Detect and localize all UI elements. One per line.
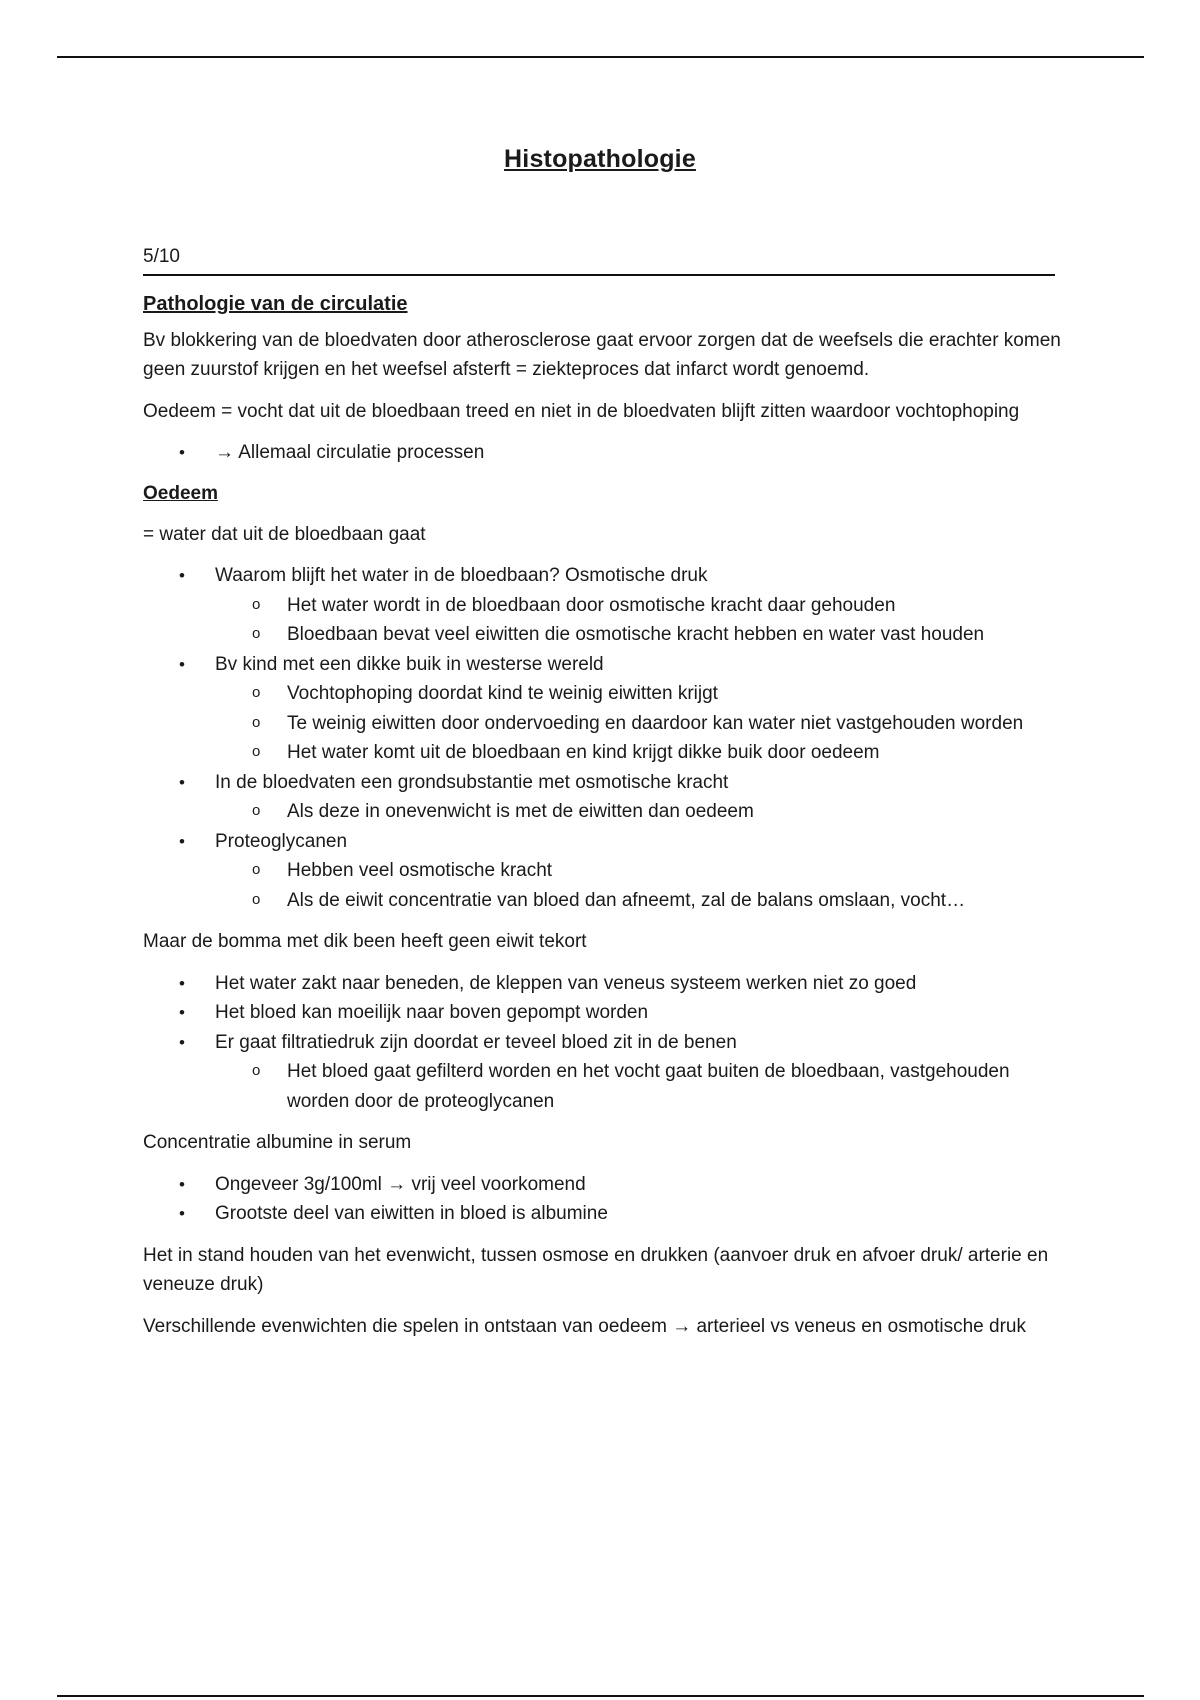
closing-paragraph: Verschillende evenwichten die spelen in ontstaan van oedeem → arterieel vs veneus en osmotische druk bbox=[143, 1315, 1026, 1337]
sub-list-item: o Vochtophoping doordat kind te weinig eiwitten krijgt bbox=[142, 679, 1063, 709]
sub-list-item: o Bloedbaan bevat veel eiwitten die osmotische kracht hebben en water vast houden bbox=[142, 620, 1063, 650]
document-body bbox=[143, 242, 1063, 1353]
sub-list-item: o Te weinig eiwitten door ondervoeding en daardoor kan water niet vastgehouden worden bbox=[142, 709, 1063, 739]
list-item-text: Waarom blijft het water in de bloedbaan? Osmotische druk bbox=[215, 565, 708, 586]
list-item: • Ongeveer 3g/100ml → vrij veel voorkomend bbox=[143, 1170, 1063, 1200]
list-item-text: Proteoglycanen bbox=[215, 830, 348, 852]
list-item-text: Bv kind met een dikke buik in westerse wereld bbox=[215, 653, 604, 675]
oedeem-list bbox=[143, 561, 1063, 915]
paragraph-bomma: Maar de bomma met dik been heeft geen eiwit tekort bbox=[143, 931, 587, 952]
closing-paragraph: Het in stand houden van het evenwicht, tussen osmose en drukken (aanvoer druk en afvoer druk/ arterie en veneuze druk) bbox=[143, 1244, 1049, 1295]
sub-list-item: o Het bloed gaat gefilterd worden en het vocht gaat buiten de bloedbaan, vastgehouden worden door de proteoglycanen bbox=[142, 1057, 1063, 1116]
list-item: • → Allemaal circulatie processen bbox=[143, 438, 1063, 468]
list-item bbox=[143, 650, 1063, 768]
list-item: • Het water zakt naar beneden, de kleppen van veneus systeem werken niet zo goed bbox=[143, 969, 1063, 999]
bomma-list bbox=[143, 969, 1063, 1117]
list-item: • Het bloed kan moeilijk naar boven gepompt worden bbox=[143, 998, 1063, 1028]
list-item bbox=[143, 561, 1063, 650]
sub-list-item: o Als de eiwit concentratie van bloed dan afneemt, zal de balans omslaan, vocht… bbox=[142, 886, 1063, 916]
list-item bbox=[143, 1028, 1063, 1117]
sub-list bbox=[215, 591, 1063, 650]
sub-list-item: o Het water komt uit de bloedbaan en kind krijgt dikke buik door oedeem bbox=[142, 738, 1063, 768]
list-item: • Grootste deel van eiwitten in bloed is albumine bbox=[143, 1199, 1063, 1229]
definition-paragraph: = water dat uit de bloedbaan gaat bbox=[143, 523, 426, 545]
sub-list-item: o Het water wordt in de bloedbaan door osmotische kracht daar gehouden bbox=[142, 591, 1063, 621]
sub-list-item: o Hebben veel osmotische kracht bbox=[142, 856, 1063, 886]
subheading-oedeem: Oedeem bbox=[143, 482, 218, 504]
albumine-list bbox=[143, 1170, 1063, 1229]
intro-list bbox=[143, 438, 1063, 468]
section-heading: Pathologie van de circulatie bbox=[143, 292, 408, 315]
sub-list bbox=[215, 679, 1063, 768]
bottom-rule bbox=[57, 1695, 1144, 1697]
sub-list bbox=[215, 1057, 1063, 1116]
list-item bbox=[143, 768, 1063, 827]
paragraph-albumine: Concentratie albumine in serum bbox=[143, 1132, 412, 1153]
list-item-text: In de bloedvaten een grondsubstantie met osmotische kracht bbox=[215, 771, 729, 793]
page-title: Histopathologie bbox=[504, 145, 696, 173]
intro-paragraph: Bv blokkering van de bloedvaten door atherosclerose gaat ervoor zorgen dat de weefsels die erachter komen geen zuurstof krijgen en het weefsel afsterft = ziekteproces dat infarct wordt genoemd. bbox=[143, 329, 1061, 380]
sub-list bbox=[215, 856, 1063, 915]
intro-paragraph: Oedeem = vocht dat uit de bloedbaan treed en niet in de bloedvaten blijft zitten waardoor vochtophoping bbox=[143, 400, 1020, 422]
sub-list-item: o Als deze in onevenwicht is met de eiwitten dan oedeem bbox=[142, 797, 1063, 827]
top-rule bbox=[57, 56, 1144, 58]
date-line: 5/10 bbox=[143, 242, 1055, 276]
list-item bbox=[143, 827, 1063, 916]
sub-list bbox=[215, 797, 1063, 827]
list-item-text: Er gaat filtratiedruk zijn doordat er teveel bloed zit in de benen bbox=[215, 1031, 737, 1053]
